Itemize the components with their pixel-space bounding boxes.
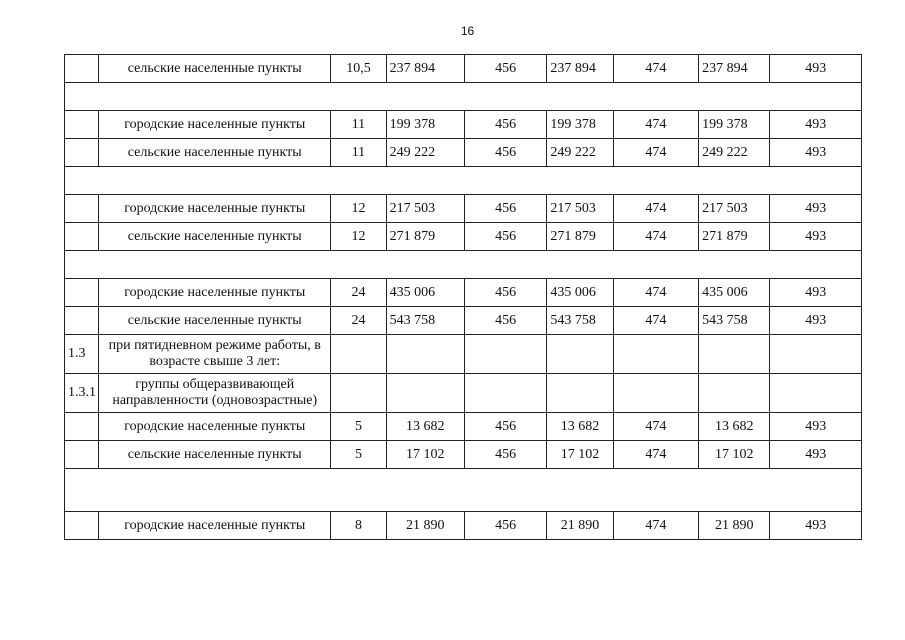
amount-1: 21 890 <box>386 512 464 540</box>
rate-1: 456 <box>464 413 546 441</box>
empty-cell <box>613 374 698 413</box>
rate-3: 493 <box>770 512 862 540</box>
coefficient: 24 <box>331 307 386 335</box>
rate-2: 474 <box>613 512 698 540</box>
settlement-type: сельские населенные пункты <box>99 441 331 469</box>
amount-2: 271 879 <box>547 223 613 251</box>
rate-2: 474 <box>613 111 698 139</box>
amount-1: 13 682 <box>386 413 464 441</box>
table-row <box>65 413 862 441</box>
coefficient: 12 <box>331 223 386 251</box>
amount-3: 435 006 <box>699 279 770 307</box>
settlement-type: сельские населенные пункты <box>99 223 331 251</box>
table-row <box>65 512 862 540</box>
amount-2: 17 102 <box>547 441 613 469</box>
rate-2: 474 <box>613 195 698 223</box>
row-number <box>65 307 99 335</box>
amount-3: 249 222 <box>699 139 770 167</box>
spacer-row <box>65 167 862 195</box>
table-row <box>65 55 862 83</box>
amount-2: 217 503 <box>547 195 613 223</box>
table-row <box>65 307 862 335</box>
rate-1: 456 <box>464 111 546 139</box>
settlement-type: сельские населенные пункты <box>99 55 331 83</box>
empty-cell <box>464 374 546 413</box>
amount-3: 21 890 <box>699 512 770 540</box>
rate-2: 474 <box>613 307 698 335</box>
amount-3: 217 503 <box>699 195 770 223</box>
spacer-row <box>65 469 862 512</box>
amount-1: 435 006 <box>386 279 464 307</box>
rate-2: 474 <box>613 139 698 167</box>
amount-2: 199 378 <box>547 111 613 139</box>
empty-cell <box>65 469 862 512</box>
rate-1: 456 <box>464 195 546 223</box>
rate-3: 493 <box>770 139 862 167</box>
empty-cell <box>547 374 613 413</box>
empty-cell <box>65 167 862 195</box>
rate-1: 456 <box>464 512 546 540</box>
section-number: 1.3 <box>65 335 99 374</box>
row-number <box>65 512 99 540</box>
page-number: 16 <box>460 24 475 38</box>
rate-1: 456 <box>464 55 546 83</box>
empty-cell <box>699 335 770 374</box>
coefficient: 8 <box>331 512 386 540</box>
empty-cell <box>699 374 770 413</box>
empty-cell <box>464 335 546 374</box>
amount-3: 17 102 <box>699 441 770 469</box>
row-number <box>65 55 99 83</box>
coefficient: 12 <box>331 195 386 223</box>
amount-2: 237 894 <box>547 55 613 83</box>
tariff-table <box>64 54 862 540</box>
amount-1: 249 222 <box>386 139 464 167</box>
rate-1: 456 <box>464 441 546 469</box>
rate-2: 474 <box>613 279 698 307</box>
rate-1: 456 <box>464 279 546 307</box>
settlement-type: городские населенные пункты <box>99 111 331 139</box>
rate-3: 493 <box>770 279 862 307</box>
amount-3: 199 378 <box>699 111 770 139</box>
row-number <box>65 223 99 251</box>
amount-3: 13 682 <box>699 413 770 441</box>
rate-3: 493 <box>770 413 862 441</box>
section-row <box>65 335 862 374</box>
rate-2: 474 <box>613 55 698 83</box>
empty-cell <box>386 374 464 413</box>
amount-2: 21 890 <box>547 512 613 540</box>
amount-1: 17 102 <box>386 441 464 469</box>
empty-cell <box>386 335 464 374</box>
amount-3: 543 758 <box>699 307 770 335</box>
table-row <box>65 111 862 139</box>
rate-3: 493 <box>770 223 862 251</box>
amount-3: 271 879 <box>699 223 770 251</box>
settlement-type: городские населенные пункты <box>99 413 331 441</box>
table-row <box>65 441 862 469</box>
section-label: при пятидневном режиме работы, в возрасте свыше 3 лет: <box>99 335 331 374</box>
rate-1: 456 <box>464 139 546 167</box>
rate-3: 493 <box>770 55 862 83</box>
amount-1: 199 378 <box>386 111 464 139</box>
empty-cell <box>547 335 613 374</box>
rate-1: 456 <box>464 307 546 335</box>
coefficient: 11 <box>331 111 386 139</box>
amount-2: 13 682 <box>547 413 613 441</box>
empty-cell <box>613 335 698 374</box>
amount-1: 271 879 <box>386 223 464 251</box>
row-number <box>65 139 99 167</box>
amount-1: 217 503 <box>386 195 464 223</box>
empty-cell <box>770 374 862 413</box>
rate-3: 493 <box>770 195 862 223</box>
spacer-row <box>65 83 862 111</box>
coefficient: 10,5 <box>331 55 386 83</box>
section-number: 1.3.1 <box>65 374 99 413</box>
amount-1: 237 894 <box>386 55 464 83</box>
amount-2: 249 222 <box>547 139 613 167</box>
rate-1: 456 <box>464 223 546 251</box>
row-number <box>65 441 99 469</box>
coefficient: 24 <box>331 279 386 307</box>
rate-3: 493 <box>770 307 862 335</box>
amount-2: 435 006 <box>547 279 613 307</box>
coefficient: 5 <box>331 413 386 441</box>
table-body <box>65 55 862 540</box>
rate-2: 474 <box>613 413 698 441</box>
empty-cell <box>770 335 862 374</box>
table-row <box>65 223 862 251</box>
coefficient: 5 <box>331 441 386 469</box>
table-row <box>65 279 862 307</box>
row-number <box>65 195 99 223</box>
empty-cell <box>65 251 862 279</box>
settlement-type: сельские населенные пункты <box>99 139 331 167</box>
section-row <box>65 374 862 413</box>
settlement-type: городские населенные пункты <box>99 279 331 307</box>
section-label: группы общеразвивающей направленности (одновозрастные) <box>99 374 331 413</box>
empty-cell <box>331 335 386 374</box>
spacer-row <box>65 251 862 279</box>
rate-2: 474 <box>613 223 698 251</box>
row-number <box>65 111 99 139</box>
rate-3: 493 <box>770 441 862 469</box>
row-number <box>65 413 99 441</box>
settlement-type: сельские населенные пункты <box>99 307 331 335</box>
rate-3: 493 <box>770 111 862 139</box>
amount-2: 543 758 <box>547 307 613 335</box>
settlement-type: городские населенные пункты <box>99 195 331 223</box>
table-row <box>65 195 862 223</box>
rate-2: 474 <box>613 441 698 469</box>
amount-1: 543 758 <box>386 307 464 335</box>
empty-cell <box>331 374 386 413</box>
coefficient: 11 <box>331 139 386 167</box>
settlement-type: городские населенные пункты <box>99 512 331 540</box>
row-number <box>65 279 99 307</box>
table-row <box>65 139 862 167</box>
amount-3: 237 894 <box>699 55 770 83</box>
empty-cell <box>65 83 862 111</box>
